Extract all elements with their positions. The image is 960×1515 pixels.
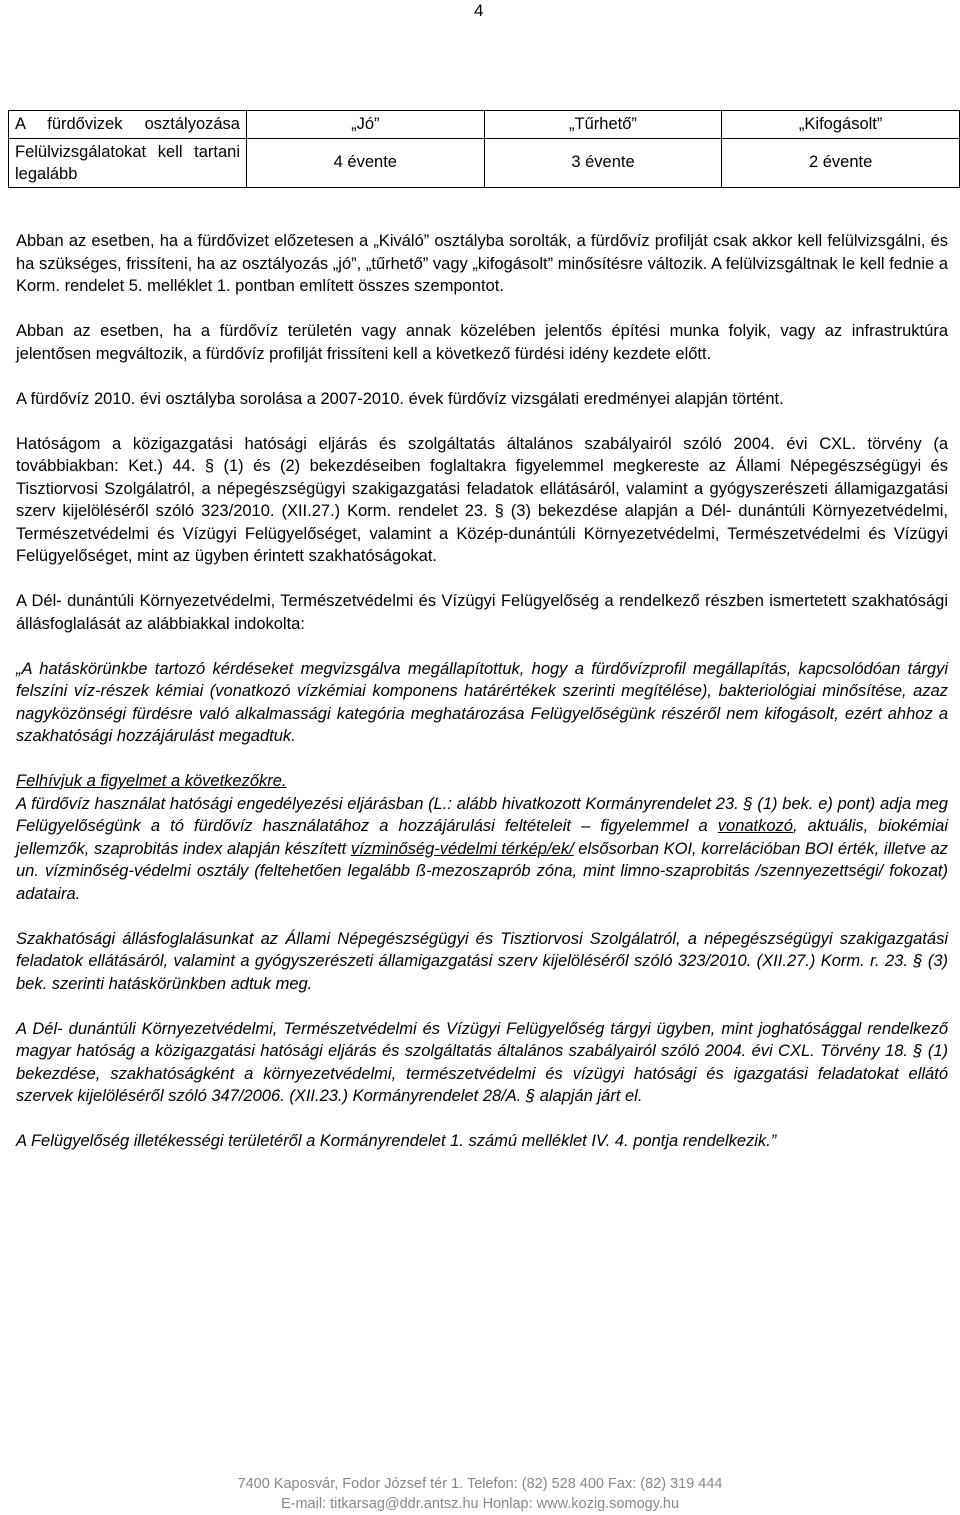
class-objectionable: „Kifogásolt” (722, 111, 960, 139)
class-tolerable: „Tűrhető” (484, 111, 722, 139)
quote-attention-text-a: A fürdővíz használat hatósági engedélyezési eljárásban (L.: alább hivatkozott Kormányrendelet 23. § (1) bek. e) pont) adja meg Felügyelőségünk a tó fürdővíz használatához a hozzájárulási feltételeit – figyelemmel a (16, 794, 948, 835)
quote-competence: Szakhatósági állásfoglalásunkat az Állami Népegészségügyi és Tisztiorvosi Szolgálatról, a népegészségügyi szakigazgatási feladatok ellátásáról, valamint a gyógyszerészeti államigazgatási szerv kijelöléséről szóló 323/2010. (XII.27.) Korm. r. 23. § (3) bek. szerinti hatáskörünkben adtuk meg. (16, 929, 948, 993)
classification-table (8, 110, 960, 188)
paragraph-authority-request: Hatóságom a közigazgatási hatósági eljárás és szolgáltatás általános szabályairól szóló 2004. évi CXL. törvény (a továbbiakban: Ket.) 44. § (1) és (2) bekezdéseiben foglaltakra figyelemmel megkereste az Állami Népegészségügyi és Tisztiorvosi Szolgálatról, a népegészségügyi szakigazgatási feladatok ellátásáról, valamint a gyógyszerészeti államigazgatási szerv kijelöléséről szóló 323/2010. (XII.27.) Korm. rendelet 23. § (3) bekezdése alapján a Dél- dunántúli Környezetvédelmi, Természetvédelmi és Vízügyi Felügyelőséget, valamint a Közép-dunántúli Környezetvédelmi, Természetvédelmi és Vízügyi Felügyelőséget, mint az ügyben érintett szakhatóságokat. (16, 434, 948, 565)
quote-attention (16, 770, 948, 905)
quote-attention-heading: Felhívjuk a figyelmet a következőkre. (16, 772, 287, 790)
interval-objectionable: 2 évente (722, 138, 960, 187)
footer-contact: E-mail: titkarsag@ddr.antsz.hu Honlap: www.kozig.somogy.hu (280, 1496, 680, 1512)
row-label-classification: A fürdővizek osztályozása (9, 111, 247, 139)
table-row (9, 138, 960, 187)
interval-tolerable: 3 évente (484, 138, 722, 187)
quote-territory: A Felügyelőség illetékességi területéről a Kormányrendelet 1. számú melléklet IV. 4. pontja rendelkezik.” (16, 1132, 777, 1150)
quote-attention-underlined-1: vonatkozó (717, 817, 793, 835)
quote-attention-text-c: elsősorban KOI, korrelációban BOI érték, illetve az un. vízminőség-védelmi osztály (feltehetően legalább ß-mezoszaprób zóna, mint limno-szaprobitás /szennyezettségi/ fokozat) adataira. (16, 839, 948, 903)
row-label-review: Felülvizsgálatokat kell tartani legalább (9, 138, 247, 187)
paragraph-justification-intro: A Dél- dunántúli Környezetvédelmi, Természetvédelmi és Vízügyi Felügyelőség a rendelkező részben ismertetett szakhatósági állásfoglalását az alábbiakkal indokolta: (16, 592, 948, 633)
quote-attention-text-b: , aktuális, biokémiai jellemzők, szaprobitás index alapján készített (16, 817, 948, 858)
page-number: 4 (474, 1, 484, 20)
footer-address: 7400 Kaposvár, Fodor József tér 1. Telefon: (82) 528 400 Fax: (82) 319 444 (237, 1476, 723, 1492)
interval-good: 4 évente (247, 138, 485, 187)
paragraph-review-conditions: Abban az esetben, ha a fürdővizet előzetesen a „Kiváló” osztályba sorolták, a fürdővíz profilját csak akkor kell felülvizsgálni, és ha szükséges, frissíteni, ha az osztályozás „jó”, „tűrhető” vagy „kifogásolt” minősítésre változik. A felülvizsgáltnak le kell fednie a Korm. rendelet 5. melléklet 1. pontban említett összes szempontot. (16, 232, 948, 295)
table-row (9, 111, 960, 139)
paragraph-construction: Abban az esetben, ha a fürdővíz területén vagy annak közelében jelentős építési munka folyik, vagy az infrastruktúra jelentősen megváltozik, a fürdővíz profilját frissíteni kell a következő fürdési idény kezdete előtt. (16, 322, 948, 363)
quote-findings: „A hatáskörünkbe tartozó kérdéseket megvizsgálva megállapítottuk, hogy a fürdővízprofil megállapítás, kapcsolódóan tárgyi felszíni víz-részek kémiai (vonatkozó vízkémiai komponens határértékek szerinti megítélése), bakteriológiai minősítése, azaz nagyközönségi fürdésre való alkalmassági kategória meghatározása Felügyelőségünk részéről nem kifogásolt, ezért ahhoz a szakhatósági hozzájárulást megadtuk. (16, 659, 948, 745)
quote-jurisdiction: A Dél- dunántúli Környezetvédelmi, Természetvédelmi és Vízügyi Felügyelőség tárgyi ügyben, mint joghatósággal rendelkező magyar hatóság a közigazgatási hatósági eljárás és szolgáltatás általános szabályairól szóló 2004. évi CXL. Törvény 18. § (1) bekezdése, szakhatóságként a környezetvédelmi, természetvédelmi és vízügyi hatósági és igazgatási feladatokat ellátó szervek kijelöléséről szóló 347/2006. (XII.23.) Kormányrendelet 28/A. § alapján járt el. (16, 1019, 948, 1105)
document-body (16, 230, 948, 1175)
paragraph-classification-2010: A fürdővíz 2010. évi osztályba sorolása a 2007-2010. évek fürdővíz vizsgálati eredményei alapján történt. (16, 389, 784, 408)
footer (0, 1474, 960, 1514)
quote-attention-underlined-2: vízminőség-védelmi térkép/ek/ (350, 839, 574, 858)
class-good: „Jó” (247, 111, 485, 139)
